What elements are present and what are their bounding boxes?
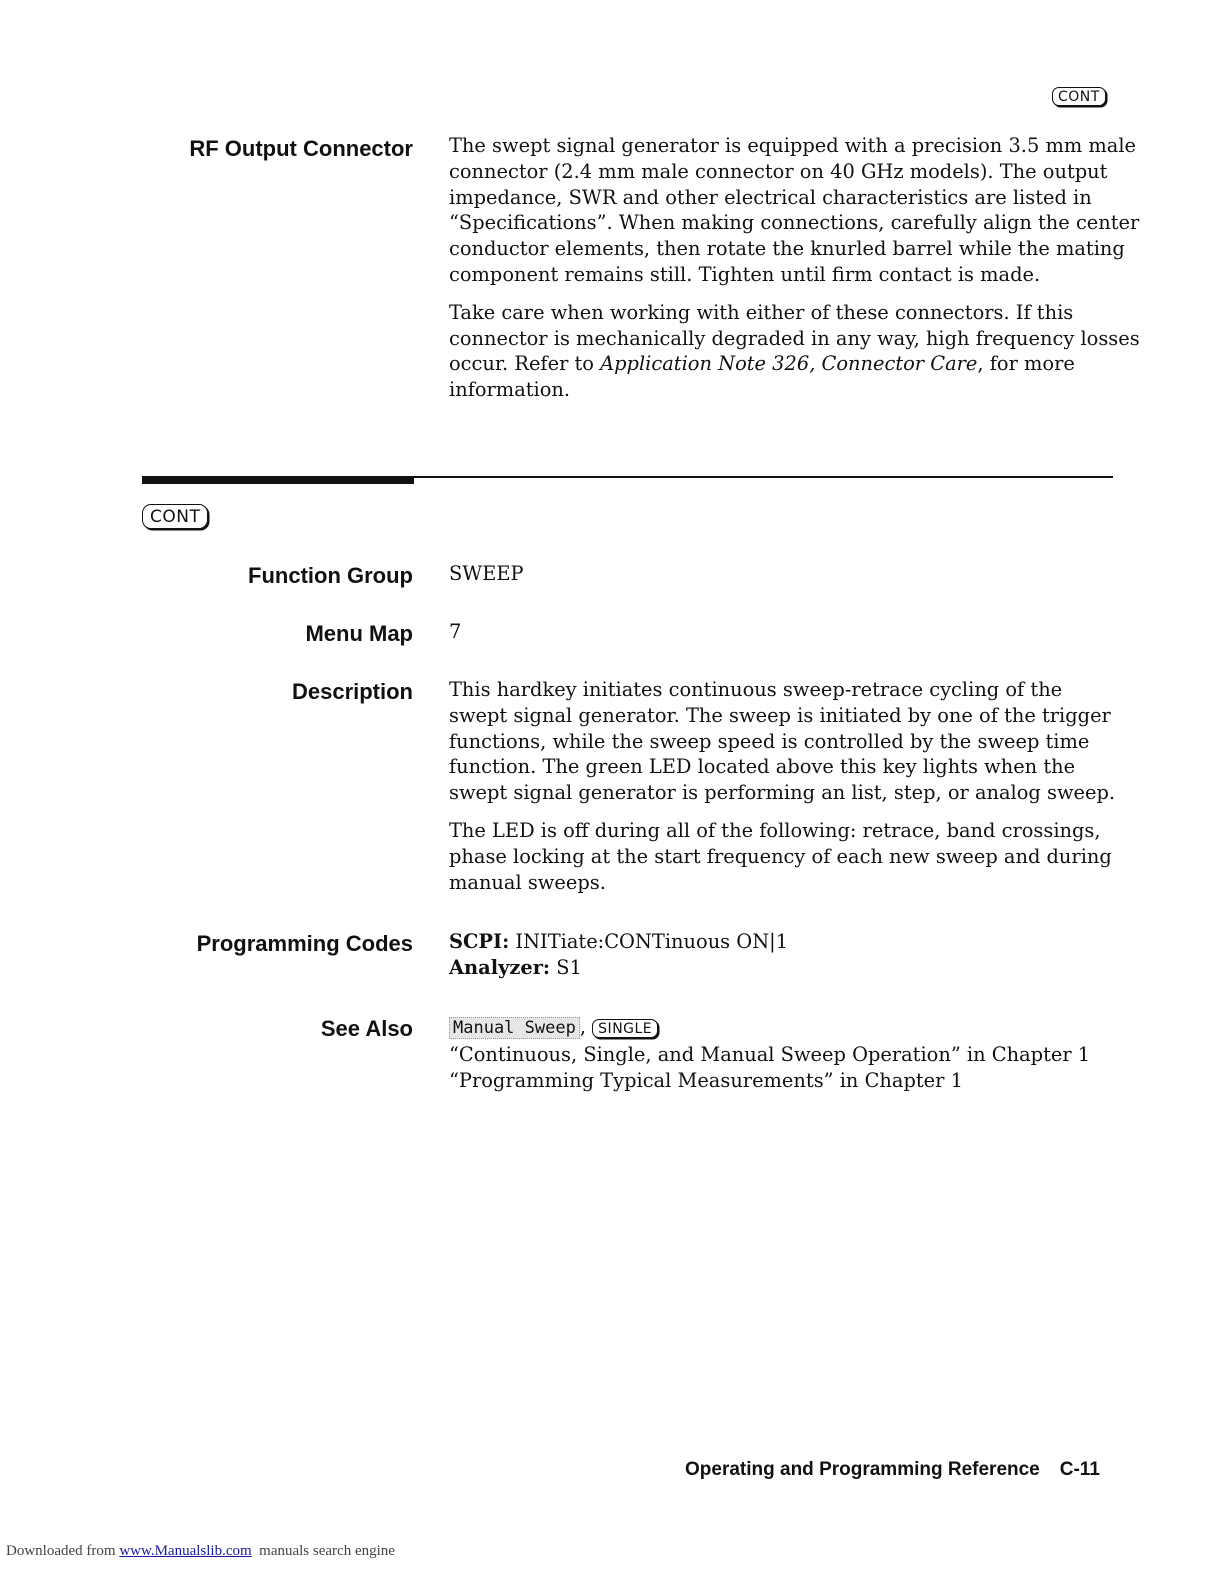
description-text xyxy=(449,677,1119,895)
see-also-reference: “Programming Typical Measurements” in Chapter 1 xyxy=(449,1068,963,1092)
see-also-heading: See Also xyxy=(320,1016,413,1041)
application-note-reference: Application Note 326, Connector Care xyxy=(600,352,978,376)
description-line: function. The green LED located above this key lights when the xyxy=(449,755,1076,779)
page-number: C-11 xyxy=(1059,1459,1100,1480)
description-line: This hardkey initiates continuous sweep-retrace cycling of the xyxy=(449,678,1063,701)
rf-line: component remains still. Tighten until firm contact is made. xyxy=(449,262,1041,286)
cont-key-header: CONT xyxy=(1052,87,1106,106)
menu-map-value: 7 xyxy=(449,620,462,643)
rf-text: occur. Refer to xyxy=(449,352,601,376)
menu-map-heading: Menu Map xyxy=(305,621,413,646)
programming-codes-heading: Programming Codes xyxy=(196,931,413,956)
see-also-reference: “Continuous, Single, and Manual Sweep Operation” in Chapter 1 xyxy=(449,1042,1091,1066)
rf-line: “Specifications”. When making connections, carefully align the center xyxy=(449,211,1140,235)
rf-line: impedance, SWR and other electrical characteristics are listed in xyxy=(449,185,1092,209)
see-also-separator: , xyxy=(579,1015,586,1038)
download-notice xyxy=(6,1543,395,1560)
description-line: The LED is off during all of the following: retrace, band crossings, xyxy=(449,818,1101,842)
scpi-label: SCPI: xyxy=(449,930,510,953)
rf-line: conductor elements, then rotate the knurled barrel while the mating xyxy=(449,237,1125,261)
manualslib-link[interactable]: www.Manualslib.com xyxy=(119,1543,252,1559)
rf-output-connector-heading: RF Output Connector xyxy=(189,136,413,161)
rf-line: The swept signal generator is equipped with a precision 3.5 mm male xyxy=(449,134,1137,157)
rf-line xyxy=(449,351,1119,377)
single-key: SINGLE xyxy=(592,1019,658,1038)
function-group-heading: Function Group xyxy=(248,563,413,588)
see-also-text xyxy=(449,1014,1119,1093)
analyzer-label: Analyzer: xyxy=(449,955,551,979)
analyzer-command: S1 xyxy=(556,955,582,979)
programming-codes-text xyxy=(449,929,1119,981)
scpi-line xyxy=(449,929,1119,955)
rf-text: , for more xyxy=(977,352,1075,376)
rf-line: connector is mechanically degraded in any way, high frequency losses xyxy=(449,326,1140,350)
description-line: swept signal generator. The sweep is initiated by one of the trigger xyxy=(449,703,1111,727)
rf-output-connector-text xyxy=(449,133,1140,403)
scpi-command: INITiate:CONTinuous ON|1 xyxy=(515,930,789,953)
description-line: manual sweeps. xyxy=(449,870,606,894)
function-group-value: SWEEP xyxy=(449,562,524,585)
description-line: phase locking at the start frequency of each new sweep and during xyxy=(449,844,1112,868)
description-line: functions, while the sweep speed is controlled by the sweep time xyxy=(449,729,1090,753)
download-suffix: manuals search engine xyxy=(259,1543,395,1559)
description-heading: Description xyxy=(291,679,413,704)
section-divider-thick xyxy=(142,476,414,484)
footer-title: Operating and Programming Reference xyxy=(685,1459,1040,1480)
see-also-keys xyxy=(449,1014,1119,1042)
rf-line: information. xyxy=(449,378,571,402)
cont-key-entry-title: CONT xyxy=(142,504,208,529)
rf-line: Take care when working with either of these connectors. If this xyxy=(449,300,1074,324)
page-footer xyxy=(685,1459,1100,1481)
rf-line: connector (2.4 mm male connector on 40 GHz models). The output xyxy=(449,159,1108,183)
analyzer-line xyxy=(449,955,1119,981)
description-line: swept signal generator is performing an list, step, or analog sweep. xyxy=(449,781,1116,805)
download-prefix: Downloaded from xyxy=(6,1543,120,1559)
manual-sweep-softkey: Manual Sweep xyxy=(449,1017,580,1039)
